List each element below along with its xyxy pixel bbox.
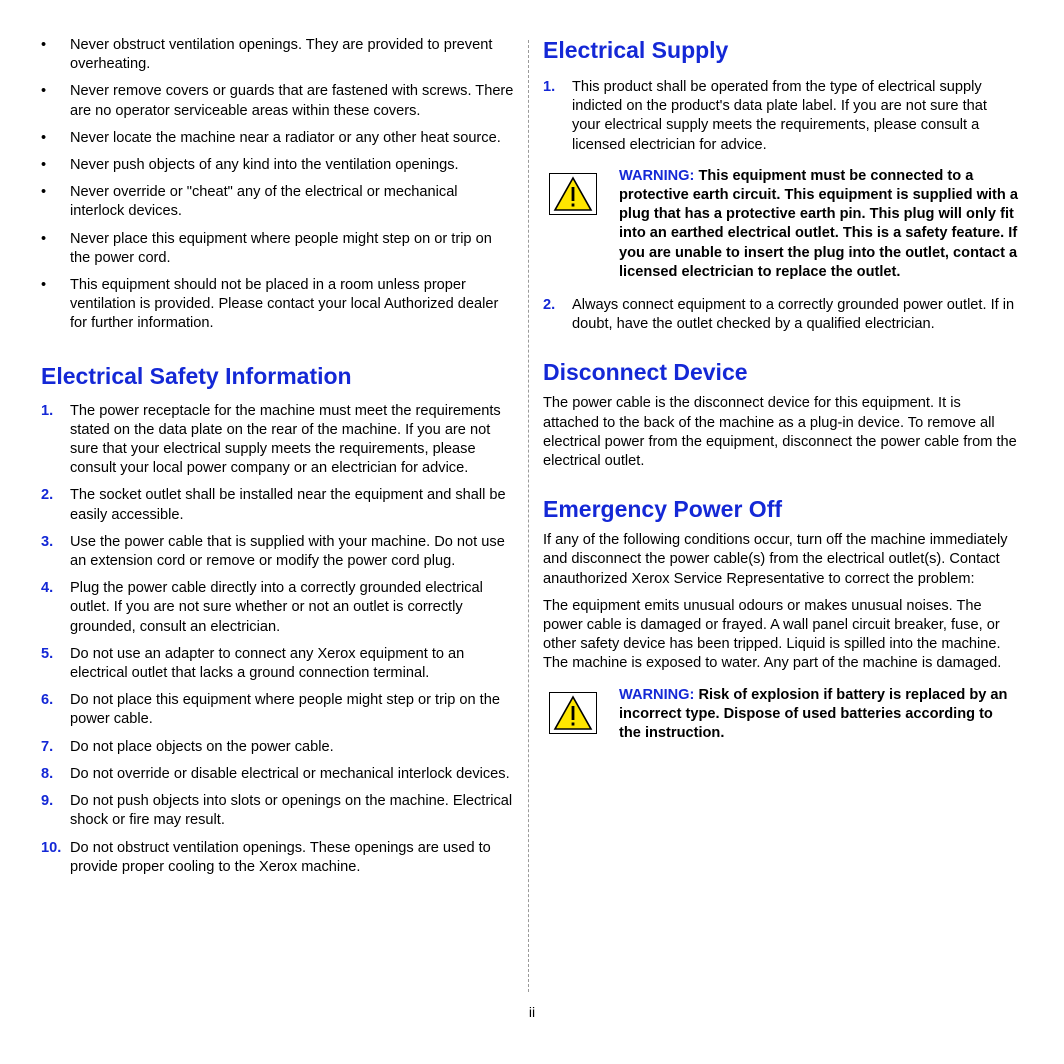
list-item: 6. Do not place this equipment where people might step or trip on the power cable. bbox=[41, 692, 500, 728]
list-item: 7. Do not place objects on the power cable. bbox=[41, 738, 334, 755]
electrical-safety-heading: Electrical Safety Information bbox=[41, 362, 352, 389]
warning-triangle-icon bbox=[549, 173, 597, 215]
emergency-text-list: The equipment emits unusual odours or makes unusual noises. The power cable is damaged or frayed. A wall panel circuit breaker, fuse, or other safety device has been tripped. Liquid is spilled into the machine. The machine is exposed to water. Any part of the machine is damaged. bbox=[543, 597, 1002, 672]
emergency-text-conditions: If any of the following conditions occur, turn off the machine immediately and disconnect the power cable(s) from the electrical outlet(s). Contact anauthorized Xerox Service Representative to correct the problem: bbox=[543, 532, 1008, 587]
warning-text: This equipment must be connected to a protective earth circuit. This equipment is supplied with a plug that has a protective earth pin. This plug will only fit into an earthed electrical outlet. This is a safety feature. If you are unable to insert the plug into the outlet, contact a licensed electrician to replace the outlet. bbox=[619, 167, 1018, 280]
warning-triangle-icon bbox=[549, 692, 597, 734]
list-item: • Never override or "cheat" any of the electrical or mechanical interlock devices. bbox=[41, 184, 458, 220]
list-item: • This equipment should not be placed in a room unless proper ventilation is provided. Please contact your local Authorized dealer for further information. bbox=[41, 277, 499, 332]
list-item: • Never obstruct ventilation openings. They are provided to prevent overheating. bbox=[41, 37, 493, 73]
list-item: • Never locate the machine near a radiator or any other heat source. bbox=[41, 129, 501, 146]
list-item: 9. Do not push objects into slots or openings on the machine. Electrical shock or fire may result. bbox=[41, 793, 513, 829]
list-item: 1. This product shall be operated from the type of electrical supply indicted on the product's data plate label. If you are not sure that your electrical supply meets the requirements, please consult a licensed electrician for advice. bbox=[543, 79, 987, 153]
battery-warning bbox=[543, 686, 1018, 744]
list-item: • Never place this equipment where people might step on or trip on the power cord. bbox=[41, 230, 492, 266]
list-item: 1. The power receptacle for the machine must meet the requirements stated on the data plate on the rear of the machine. If you are not sure that your electrical supply meets the requirements, please consult your local power company or an electrician for advice. bbox=[41, 402, 501, 477]
list-item: 8. Do not override or disable electrical or mechanical interlock devices. bbox=[41, 765, 510, 782]
electrical-supply-heading: Electrical Supply bbox=[543, 37, 729, 63]
list-item: 2. The socket outlet shall be installed near the equipment and shall be easily accessible. bbox=[41, 487, 506, 523]
page-number: ii bbox=[528, 1004, 536, 1020]
electrical-safety-list bbox=[41, 402, 515, 877]
warning-text: Risk of explosion if battery is replaced by an incorrect type. Dispose of used batteries according to the instruction. bbox=[619, 686, 1008, 742]
emergency-power-off-heading: Emergency Power Off bbox=[543, 496, 783, 523]
list-item: 10. Do not obstruct ventilation openings. These openings are used to provide proper cooling to the Xerox machine. bbox=[41, 839, 491, 875]
list-item: • Never push objects of any kind into the ventilation openings. bbox=[41, 157, 459, 174]
warning-label: WARNING: bbox=[619, 686, 695, 703]
list-item: 4. Plug the power cable directly into a correctly grounded electrical outlet. If you are not sure whether or not an outlet is correctly grounded, consult an electrician. bbox=[41, 580, 483, 635]
list-item: 2. Always connect equipment to a correctly grounded power outlet. If in doubt, have the outlet checked by a qualified electrician. bbox=[543, 297, 1015, 333]
list-item: 3. Use the power cable that is supplied with your machine. Do not use an extension cord or remove or modify the power cord plug. bbox=[41, 533, 505, 570]
disconnect-device-heading: Disconnect Device bbox=[543, 359, 748, 386]
left-column bbox=[41, 36, 515, 885]
list-item: • Never remove covers or guards that are fastened with screws. There are no operator serviceable areas within these covers. bbox=[41, 83, 514, 119]
list-item: 5. Do not use an adapter to connect any Xerox equipment to an electrical outlet that lacks a ground connection terminal. bbox=[41, 645, 465, 682]
safety-bullet-list bbox=[41, 36, 515, 334]
warning-label: WARNING: bbox=[619, 167, 695, 184]
earth-circuit-warning bbox=[543, 167, 1018, 282]
disconnect-device-text: The power cable is the disconnect device for this equipment. It is attached to the back of the machine as a plug-in device. To remove all electrical power from the equipment, disconnect the power cable from the electrical outlet. bbox=[543, 395, 1017, 470]
column-divider bbox=[528, 40, 529, 992]
right-column bbox=[543, 36, 1018, 751]
